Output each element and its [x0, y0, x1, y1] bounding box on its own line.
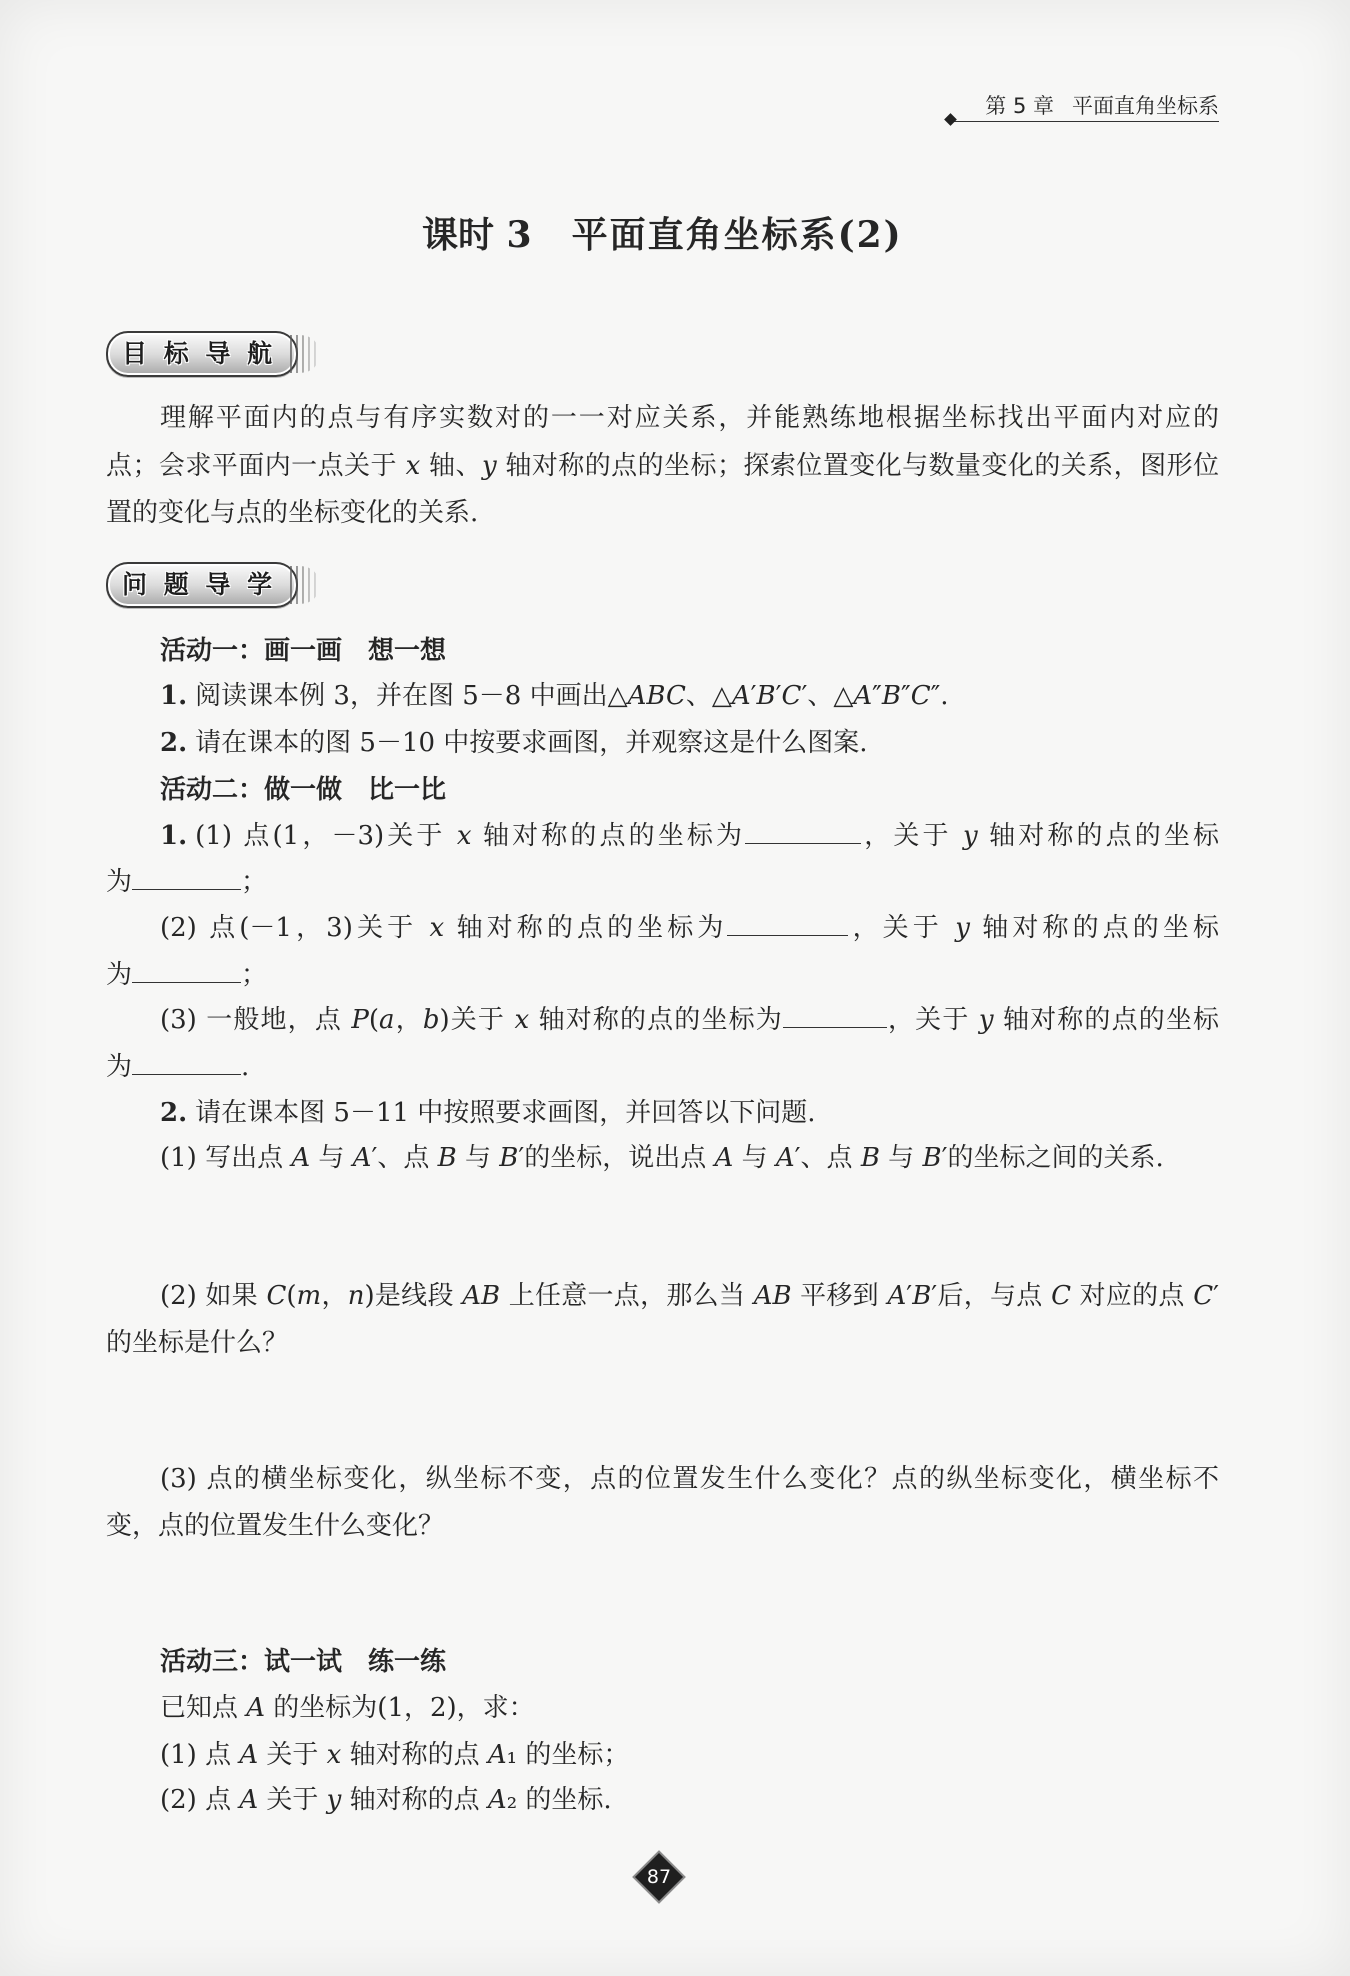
- inquiry-section-badge: 问 题 导 学: [106, 562, 298, 608]
- question-text: ；: [241, 867, 268, 897]
- question-text: 请在课本图 5－11 中按照要求画图，并回答以下问题.: [195, 1098, 816, 1128]
- activity-1-item-1: [160, 673, 1219, 719]
- answer-blank: [132, 887, 241, 890]
- page-number: 87: [646, 1866, 672, 1888]
- activity-3-intro: 已知点 A 的坐标为(1，2)，求：: [160, 1693, 535, 1723]
- badge-stripes-decoration: [290, 566, 320, 604]
- activity-1-title: 活动一：画一画 想一想: [160, 636, 447, 666]
- question-text: (1) 点(1，－3)关于 x 轴对称的点的坐标为: [195, 821, 746, 851]
- answer-blank: [132, 980, 241, 983]
- activity-2-q1-part2-line2: [106, 952, 1219, 998]
- lesson-name: 平面直角坐标系(2): [571, 214, 903, 256]
- item-number: 1.: [160, 681, 188, 711]
- question-text: ，关于 y 轴对称的点的坐标: [886, 1005, 1220, 1035]
- answer-blank: [745, 841, 861, 844]
- objective-line-1: 理解平面内的点与有序实数对的一一对应关系，并能熟练地根据坐标找出平面内对应的: [160, 403, 1219, 433]
- activity-2-q1-part1-line2: [106, 859, 1219, 905]
- activity-2-q2: [160, 1090, 1219, 1136]
- activity-3-title: 活动三：试一试 练一练: [160, 1647, 447, 1677]
- activity-2-q2-part3-line2: 变，点的位置发生什么变化？: [106, 1511, 445, 1541]
- objective-line-2: 点；会求平面内一点关于 x 轴、y 轴对称的点的坐标；探索位置变化与数量变化的关系，图形位: [106, 451, 1220, 481]
- objective-line-3: 置的变化与点的坐标变化的关系.: [106, 498, 479, 528]
- answer-blank: [132, 1072, 241, 1075]
- answer-blank: [727, 933, 848, 936]
- activity-2-q1-part2-line1: [160, 905, 1219, 951]
- lesson-number: 课时 3: [422, 214, 532, 256]
- chapter-number: 第 5 章: [985, 94, 1054, 118]
- item-text: 请在课本的图 5－10 中按要求画图，并观察这是什么图案.: [195, 728, 868, 758]
- activity-2-q2-part2-line1: (2) 如果 C(m，n)是线段 AB 上任意一点，那么当 AB 平移到 A′B′后，与点 C 对应的点 C′: [160, 1281, 1219, 1311]
- activity-2-title: 活动二：做一做 比一比: [160, 775, 447, 805]
- question-text: ，关于 y 轴对称的点的坐标: [861, 821, 1220, 851]
- chapter-title: 平面直角坐标系: [1072, 94, 1219, 118]
- item-number: 1.: [160, 821, 188, 851]
- question-text: (3) 一般地，点 P(a，b)关于 x 轴对称的点的坐标为: [160, 1005, 783, 1035]
- item-text: 阅读课本例 3，并在图 5－8 中画出△ABC、△A′B′C′、△A″B″C″.: [195, 681, 949, 711]
- activity-1-item-2: [160, 720, 1219, 766]
- question-text: 为: [106, 867, 133, 897]
- activity-2-q2-part1: (1) 写出点 A 与 A′、点 B 与 B′的坐标，说出点 A 与 A′、点 B 与 B′的坐标之间的关系.: [160, 1143, 1164, 1173]
- question-text: (2) 点(－1，3)关于 x 轴对称的点的坐标为: [160, 913, 728, 943]
- activity-2-q1-part3-line2: [106, 1044, 1219, 1090]
- activity-2-q1-part1-line1: [160, 813, 1219, 859]
- item-number: 2.: [160, 1098, 188, 1128]
- question-text: ；: [241, 960, 268, 990]
- header-rule: [952, 121, 1219, 122]
- activity-2-q1-part3-line1: [160, 997, 1219, 1043]
- answer-blank: [783, 1025, 887, 1028]
- activity-2-q2-part3-line1: (3) 点的横坐标变化，纵坐标不变，点的位置发生什么变化？点的纵坐标变化，横坐标不: [160, 1464, 1219, 1494]
- question-text: 为: [106, 1052, 133, 1082]
- badge-stripes-decoration: [290, 335, 320, 373]
- diamond-bullet-icon: [944, 113, 957, 126]
- activity-3-item-2: (2) 点 A 关于 y 轴对称的点 A₂ 的坐标.: [160, 1785, 612, 1815]
- objective-section-badge: 目 标 导 航: [106, 331, 298, 377]
- item-number: 2.: [160, 728, 188, 758]
- activity-2-q2-part2-line2: 的坐标是什么？: [106, 1328, 289, 1358]
- running-header: [960, 92, 1219, 120]
- activity-3-item-1: (1) 点 A 关于 x 轴对称的点 A₁ 的坐标；: [160, 1740, 630, 1770]
- question-text: .: [241, 1052, 250, 1082]
- question-text: ，关于 y 轴对称的点的坐标: [848, 913, 1220, 943]
- question-text: 为: [106, 960, 133, 990]
- lesson-title: [422, 210, 903, 260]
